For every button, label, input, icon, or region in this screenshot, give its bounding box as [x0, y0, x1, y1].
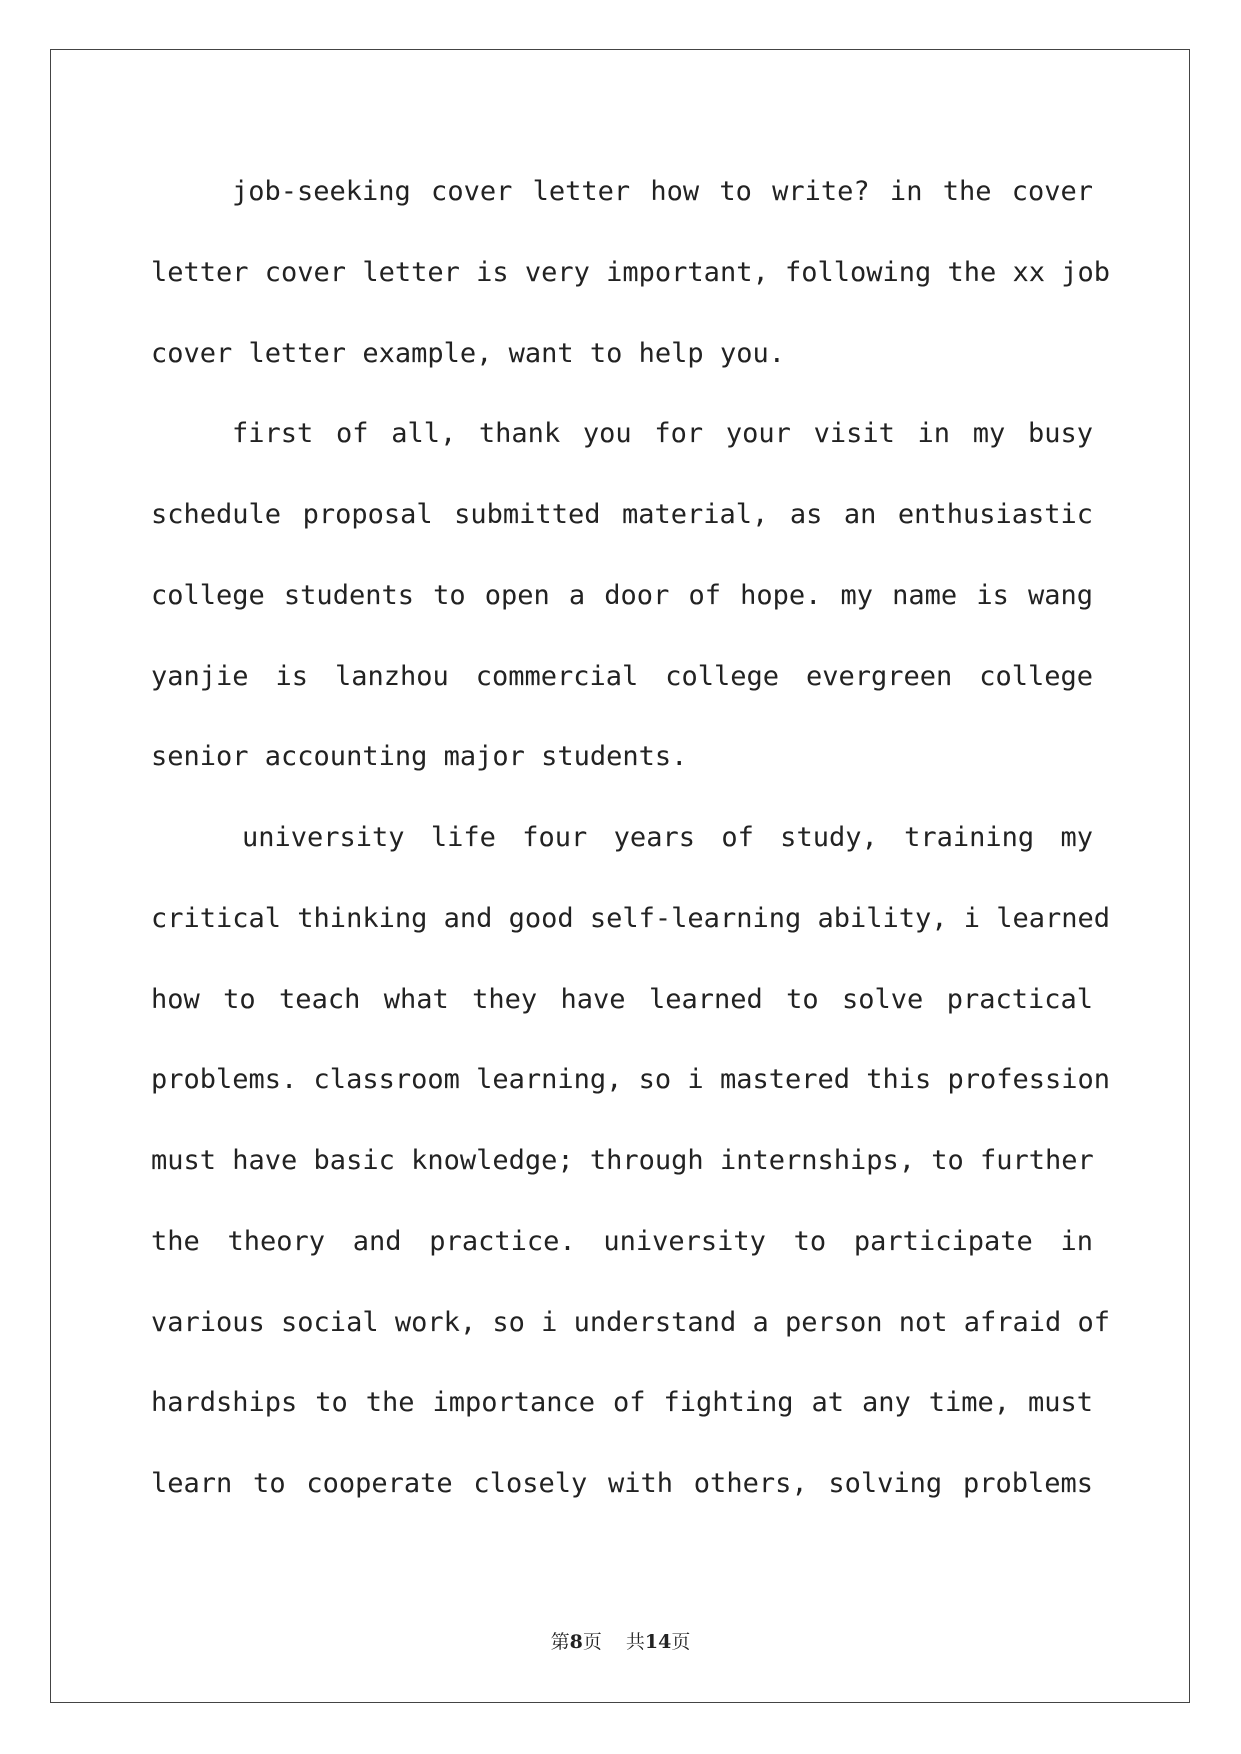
text-line: cover letter example, want to help you.: [151, 338, 785, 369]
text-line: senior accounting major students.: [151, 741, 688, 772]
total-pages: 14: [644, 1631, 672, 1653]
text-line: schedule proposal submitted material, as an enthusiastic: [151, 499, 1093, 530]
footer-total-suffix: 页: [671, 1631, 691, 1653]
text-line: hardships to the importance of fighting at any time, must: [151, 1387, 1093, 1418]
page-number: 8: [569, 1631, 583, 1653]
text-line: yanjie is lanzhou commercial college evergreen college: [151, 661, 1093, 692]
page-border: [50, 49, 1190, 1703]
text-line: university life four years of study, training my: [242, 822, 1093, 853]
footer-prefix: 第: [550, 1631, 570, 1653]
footer-total-prefix: 共: [625, 1631, 645, 1653]
text-line: college students to open a door of hope. my name is wang: [151, 580, 1093, 611]
text-line: letter cover letter is very important, following the xx job: [151, 257, 1111, 288]
text-line: job-seeking cover letter how to write? in the cover: [232, 176, 1093, 207]
text-line: the theory and practice. university to participate in: [151, 1226, 1093, 1257]
text-line: learn to cooperate closely with others, solving problems: [151, 1468, 1093, 1499]
text-line: must have basic knowledge; through internships, to further: [151, 1145, 1094, 1176]
page-footer: [0, 1627, 1241, 1654]
text-line: problems. classroom learning, so i mastered this profession: [151, 1064, 1111, 1095]
footer-page-suffix: 页: [582, 1631, 602, 1653]
text-line: critical thinking and good self-learning ability, i learned: [151, 903, 1111, 934]
text-line: first of all, thank you for your visit in my busy: [232, 418, 1093, 449]
text-line: how to teach what they have learned to solve practical: [151, 984, 1093, 1015]
text-line: various social work, so i understand a person not afraid of: [151, 1307, 1111, 1338]
